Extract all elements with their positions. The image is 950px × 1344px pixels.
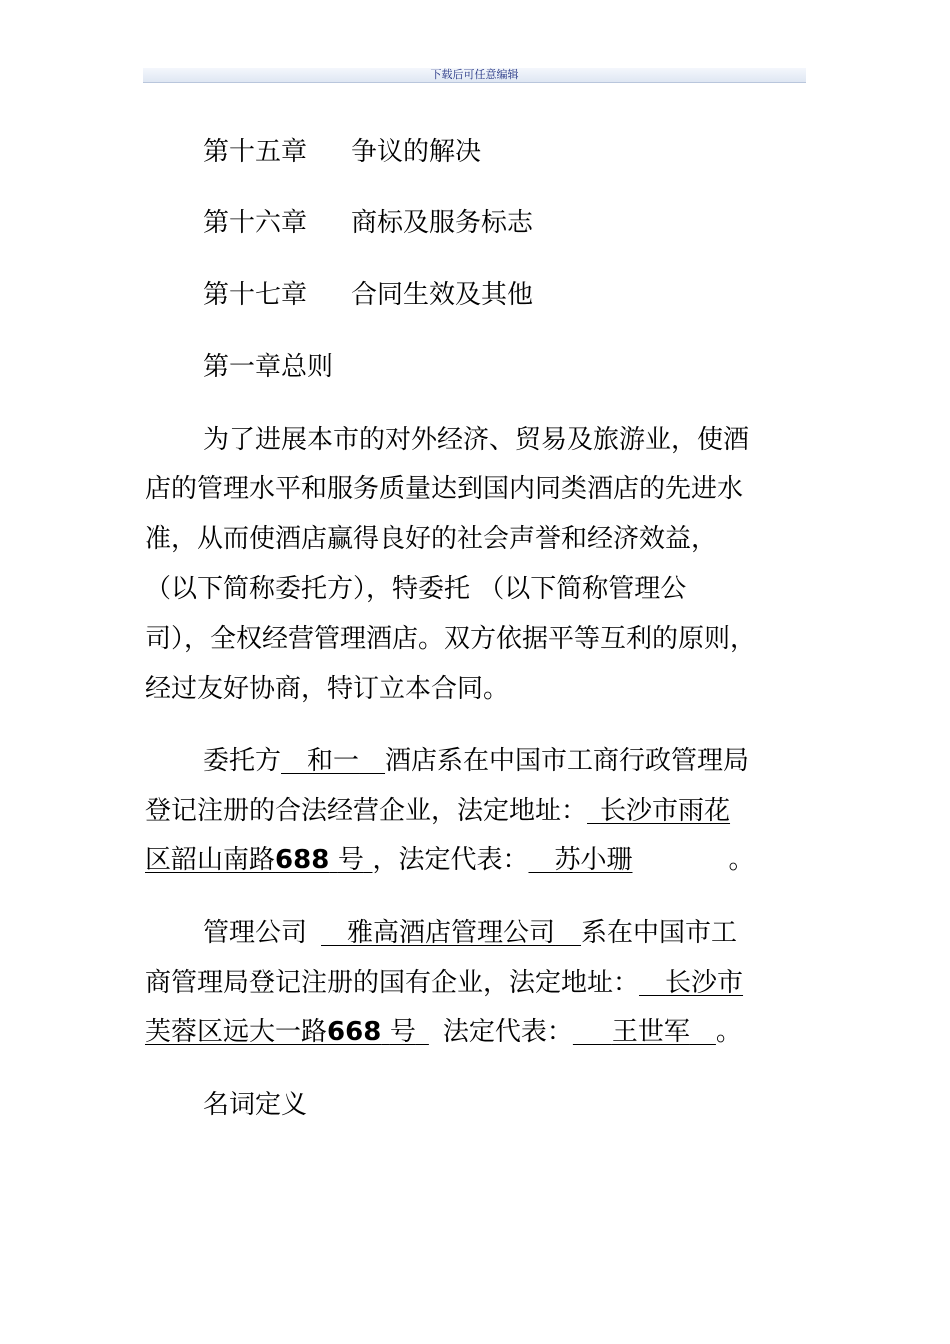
manager-end: 。 xyxy=(715,1017,742,1047)
toc-chapter: 第十七章 xyxy=(203,280,308,310)
client-line-2 xyxy=(145,796,730,826)
manager-rep-label: 法定代表： xyxy=(442,1017,573,1047)
client-desc: 酒店系在中国市工商行政管理局 xyxy=(385,746,750,776)
intro-line: （以下简称委托方），特委托 （以下简称管理公 xyxy=(145,574,687,604)
intro-line: 经过友好协商，特订立本合同。 xyxy=(145,674,510,704)
client-rep-label: ，法定代表： xyxy=(372,845,529,875)
client-line-1 xyxy=(203,746,749,776)
manager-address-label: 商管理局登记注册的国有企业，法定地址： xyxy=(145,968,640,998)
toc-item xyxy=(203,208,533,238)
toc-chapter: 第十六章 xyxy=(203,208,308,238)
client-rep-name: 苏小珊 xyxy=(554,845,633,875)
section-heading: 名词定义 xyxy=(203,1090,308,1120)
client-line-3 xyxy=(145,845,755,875)
intro-line: 为了进展本市的对外经济、贸易及旅游业，使酒 xyxy=(203,425,750,455)
header-text: 下载后可任意编辑 xyxy=(430,68,519,81)
toc-title: 商标及服务标志 xyxy=(351,208,534,238)
toc-title: 合同生效及其他 xyxy=(351,280,534,310)
chapter-heading: 第一章总则 xyxy=(203,352,334,382)
manager-desc: 系在中国市工 xyxy=(581,918,738,948)
toc-chapter: 第十五章 xyxy=(203,137,308,167)
page-header xyxy=(143,68,806,83)
manager-name: 雅高酒店管理公司 xyxy=(347,918,556,948)
manager-line-3 xyxy=(145,1017,742,1047)
client-name: 和一 xyxy=(307,746,360,776)
client-prefix: 委托方 xyxy=(203,746,282,776)
client-address-label: 登记注册的合法经营企业，法定地址： xyxy=(145,796,588,826)
intro-line: 准，从而使酒店赢得良好的社会声誉和经济效益， xyxy=(145,524,718,554)
manager-address: 长沙市 xyxy=(665,968,744,998)
manager-rep-name: 王世军 xyxy=(611,1017,690,1047)
intro-line: 店的管理水平和服务质量达到国内同类酒店的先进水 xyxy=(145,474,744,504)
manager-line-1 xyxy=(203,918,737,948)
client-address: 长沙市雨花 xyxy=(600,796,731,826)
client-end: 。 xyxy=(728,845,755,875)
intro-line: 司），全权经营管理酒店。双方依据平等互利的原则， xyxy=(145,624,757,654)
client-address-cont: 区韶山南路688 号 xyxy=(145,845,364,875)
toc-item xyxy=(203,280,533,310)
manager-address-cont: 芙蓉区远大一路668 号 xyxy=(145,1017,416,1047)
manager-line-2 xyxy=(145,968,743,998)
toc-item xyxy=(203,137,481,167)
manager-prefix: 管理公司 xyxy=(203,918,308,948)
toc-title: 争议的解决 xyxy=(351,137,482,167)
